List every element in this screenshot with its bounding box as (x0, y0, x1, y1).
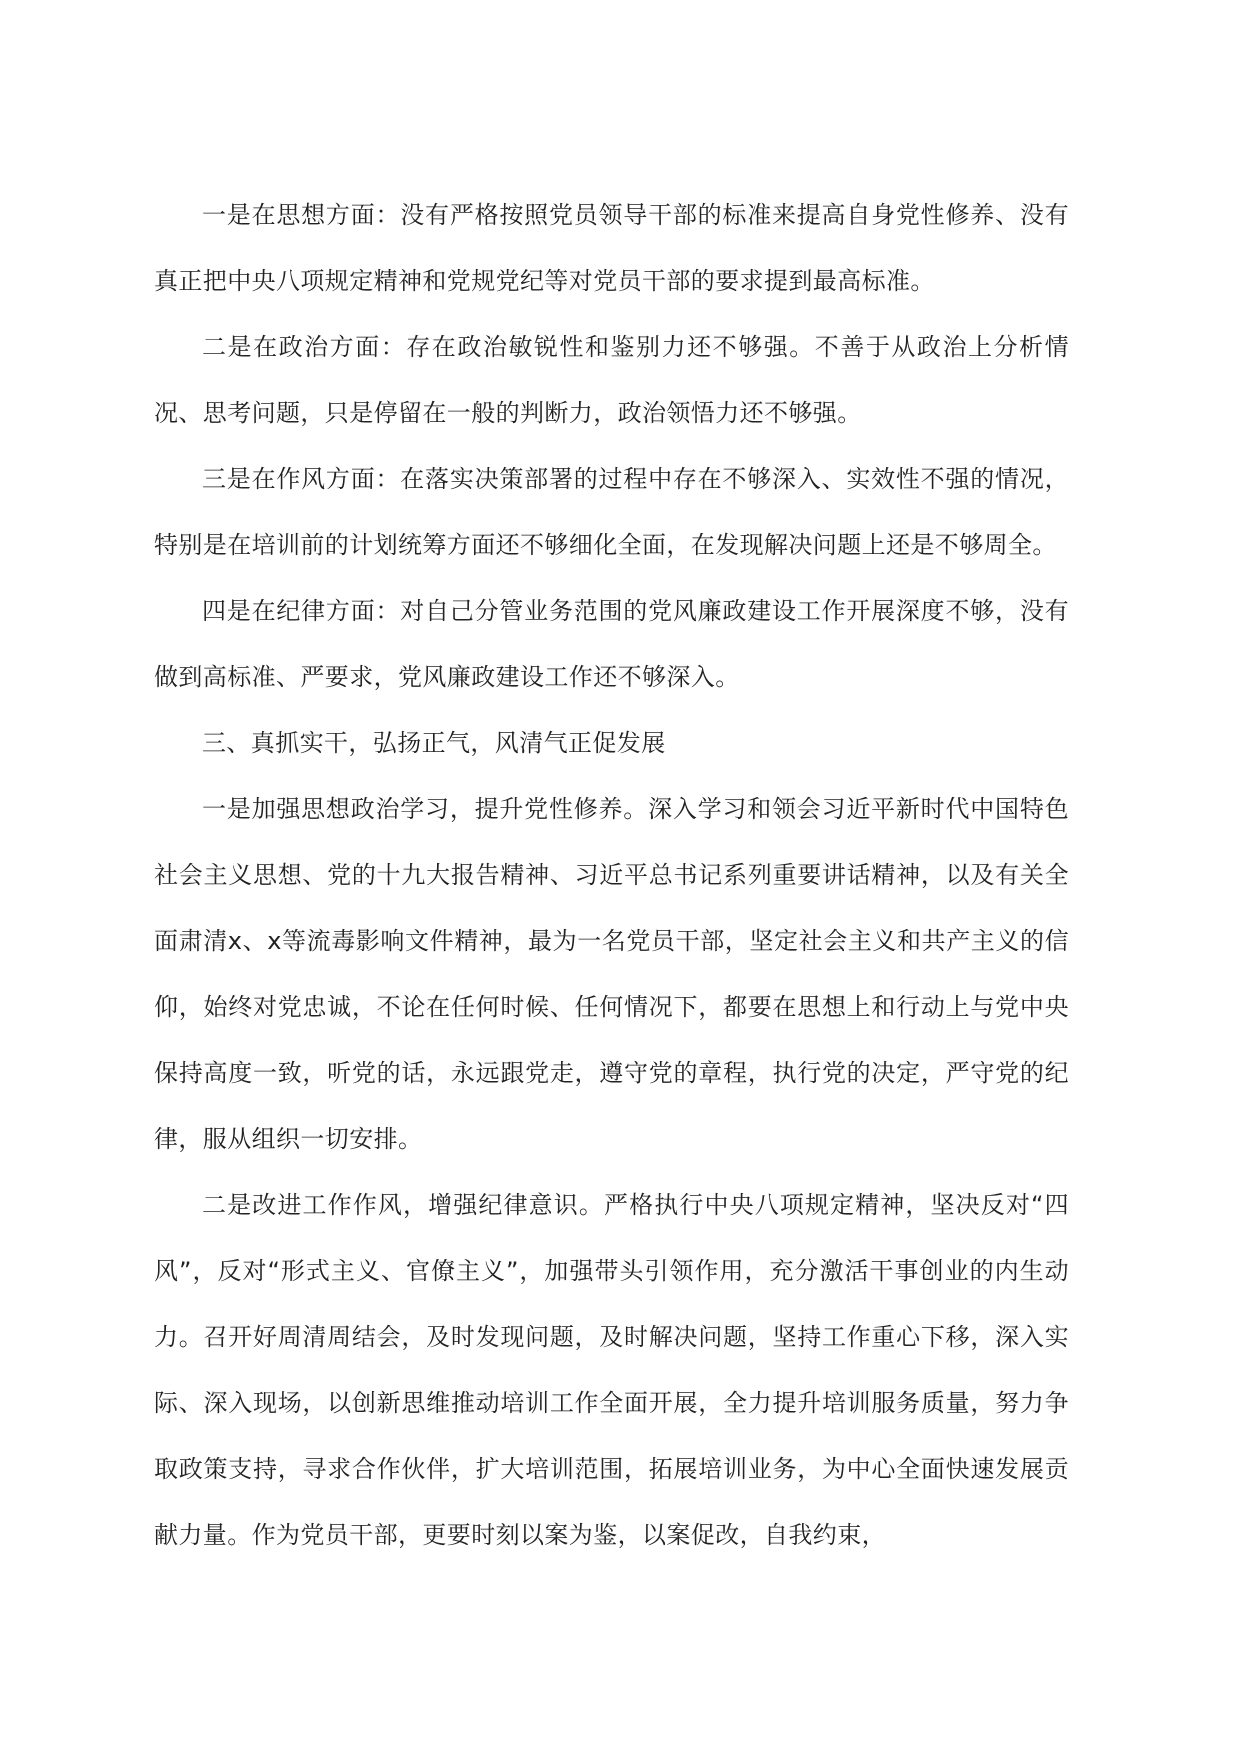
paragraph-thought: 一是在思想方面：没有严格按照党员领导干部的标准来提高自身党性修养、没有真正把中央八项规定精神和党规党纪等对党员干部的要求提到最高标准。 (154, 201, 1069, 295)
paragraph-work-style: 三是在作风方面：在落实决策部署的过程中存在不够深入、实效性不强的情况，特别是在培训前的计划统筹方面还不够细化全面，在发现解决问题上还是不够周全。 (154, 465, 1069, 559)
paragraph-study: 一是加强思想政治学习，提升党性修养。深入学习和领会习近平新时代中国特色社会主义思想、党的十九大报告精神、习近平总书记系列重要讲话精神，以及有关全面肃清x、x等流毒影响文件精神，最为一名党员干部，坚定社会主义和共产主义的信仰，始终对党忠诚，不论在任何时候、任何情况下，都要在思想上和行动上与党中央保持高度一致，听党的话，永远跟党走，遵守党的章程，执行党的决定，严守党的纪律，服从组织一切安排。 (154, 795, 1069, 1153)
document-body (154, 182, 1069, 1568)
paragraph-politics: 二是在政治方面：存在政治敏锐性和鉴别力还不够强。不善于从政治上分析情况、思考问题，只是停留在一般的判断力，政治领悟力还不够强。 (154, 333, 1069, 427)
paragraph-discipline: 四是在纪律方面：对自己分管业务范围的党风廉政建设工作开展深度不够，没有做到高标准、严要求，党风廉政建设工作还不够深入。 (154, 597, 1069, 691)
paragraph-improve-work: 二是改进工作作风，增强纪律意识。严格执行中央八项规定精神，坚决反对“四风”，反对“形式主义、官僚主义”，加强带头引领作用，充分激活干事创业的内生动力。召开好周清周结会，及时发现问题，及时解决问题，坚持工作重心下移，深入实际、深入现场，以创新思维推动培训工作全面开展，全力提升培训服务质量，努力争取政策支持，寻求合作伙伴，扩大培训范围，拓展培训业务，为中心全面快速发展贡献力量。作为党员干部，更要时刻以案为鉴，以案促改，自我约束， (154, 1191, 1069, 1549)
section-heading: 三、真抓实干，弘扬正气，风清气正促发展 (202, 729, 666, 757)
